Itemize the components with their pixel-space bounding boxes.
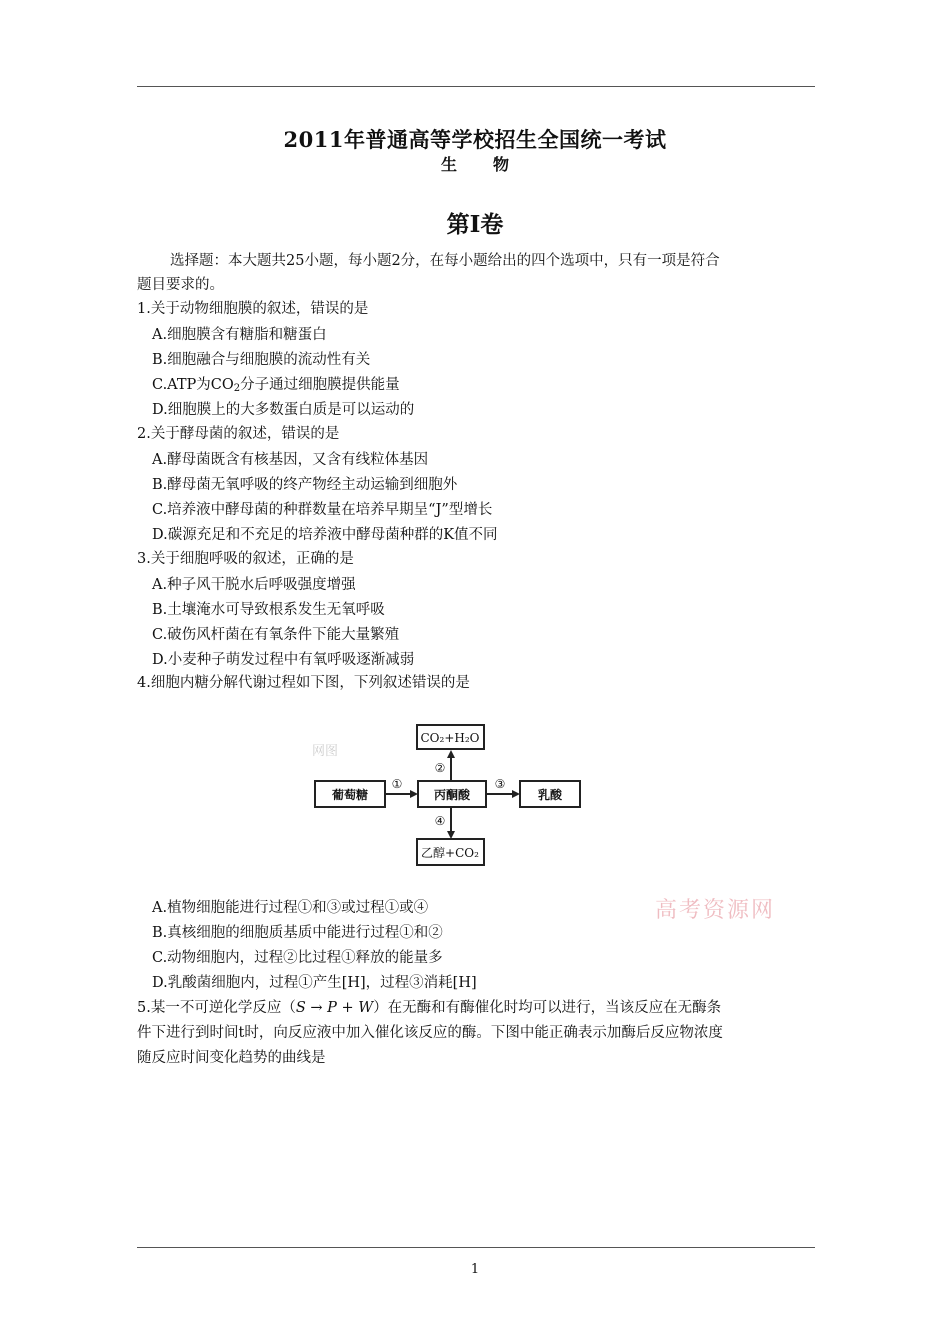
q3-option-a: A.种子风干脱水后呼吸强度增强 xyxy=(152,577,356,593)
q4-stem: 4.细胞内糖分解代谢过程如下图，下列叙述错误的是 xyxy=(137,675,470,691)
intro-line-1: 选择题：本大题共25小题，每小题2分，在每小题给出的四个选项中，只有一项是符合 xyxy=(170,253,720,269)
q4-option-d: D.乳酸菌细胞内，过程①产生[H]，过程③消耗[H] xyxy=(152,975,477,991)
watermark: 高考资源网 xyxy=(655,898,776,923)
label-pyruvate: 丙酮酸 xyxy=(433,788,471,802)
q4-option-b: B.真核细胞的细胞质基质中能进行过程①和② xyxy=(152,925,443,941)
q1-option-b: B.细胞融合与细胞膜的流动性有关 xyxy=(152,352,371,368)
label-co2-h2o: CO₂+H₂O xyxy=(420,731,480,745)
q5-line-3: 随反应时间变化趋势的曲线是 xyxy=(137,1050,326,1066)
label-lactic-acid: 乳酸 xyxy=(537,788,563,802)
q1-option-d: D.细胞膜上的大多数蛋白质是可以运动的 xyxy=(152,402,415,418)
q1-option-c-pre: C.ATP为CO xyxy=(152,377,234,393)
subject-heading: 生物 xyxy=(440,155,545,174)
arrowhead-1 xyxy=(410,790,418,798)
label-step-3: ③ xyxy=(494,777,506,791)
q1-option-c-sub: 2 xyxy=(233,383,241,394)
q4-option-a: A.植物细胞能进行过程①和③或过程①或④ xyxy=(152,900,429,916)
q5-line-2: 件下进行到时间t时，向反应液中加入催化该反应的酶。下图中能正确表示加酶后反应物浓度 xyxy=(137,1025,723,1041)
faint-scan-mark: 网图 xyxy=(312,744,339,759)
q1-option-a: A.细胞膜含有糖脂和糖蛋白 xyxy=(152,327,327,343)
label-step-2: ② xyxy=(434,761,446,775)
q3-stem: 3.关于细胞呼吸的叙述，正确的是 xyxy=(137,551,354,567)
q3-option-b: B.土壤淹水可导致根系发生无氧呼吸 xyxy=(152,602,385,618)
volume-heading: 第I卷 xyxy=(446,211,504,238)
q3-option-d: D.小麦种子萌发过程中有氧呼吸逐渐减弱 xyxy=(152,652,415,668)
q4-option-c: C.动物细胞内，过程②比过程①释放的能量多 xyxy=(152,950,443,966)
glycolysis-diagram xyxy=(300,715,600,875)
q2-option-b: B.酵母菌无氧呼吸的终产物经主动运输到细胞外 xyxy=(152,477,458,493)
label-ethanol-co2: 乙醇+CO₂ xyxy=(421,846,479,860)
label-step-1: ① xyxy=(391,777,403,791)
q2-stem: 2.关于酵母菌的叙述，错误的是 xyxy=(137,426,340,442)
top-rule xyxy=(137,86,815,87)
arrowhead-2 xyxy=(447,750,455,758)
q5-line-1 xyxy=(137,998,721,1018)
q2-option-a: A.酵母菌既含有核基因，又含有线粒体基因 xyxy=(152,452,429,468)
label-step-4: ④ xyxy=(434,814,446,828)
q2-option-d: D.碳源充足和不充足的培养液中酵母菌种群的K值不同 xyxy=(152,527,498,543)
q1-option-c-post: 分子通过细胞膜提供能量 xyxy=(240,377,400,393)
q5-post: ）在无酶和有酶催化时均可以进行，当该反应在无酶条 xyxy=(373,1000,722,1016)
q5-formula: S → P + W xyxy=(295,1000,374,1016)
page-number: 1 xyxy=(470,1262,480,1277)
q3-option-c: C.破伤风杆菌在有氧条件下能大量繁殖 xyxy=(152,627,400,643)
intro-line-2: 题目要求的。 xyxy=(137,277,224,293)
arrowhead-3 xyxy=(512,790,520,798)
q1-option-c xyxy=(152,375,400,395)
label-glucose: 葡萄糖 xyxy=(331,788,369,802)
bottom-rule xyxy=(137,1247,815,1248)
q2-option-c: C.培养液中酵母菌的种群数量在培养早期呈“J”型增长 xyxy=(152,502,493,518)
exam-title: 2011年普通高等学校招生全国统一考试 xyxy=(283,127,667,152)
q5-pre: 5.某一不可逆化学反应（ xyxy=(137,1000,296,1016)
q1-stem: 1.关于动物细胞膜的叙述，错误的是 xyxy=(137,301,369,317)
arrowhead-4 xyxy=(447,831,455,839)
